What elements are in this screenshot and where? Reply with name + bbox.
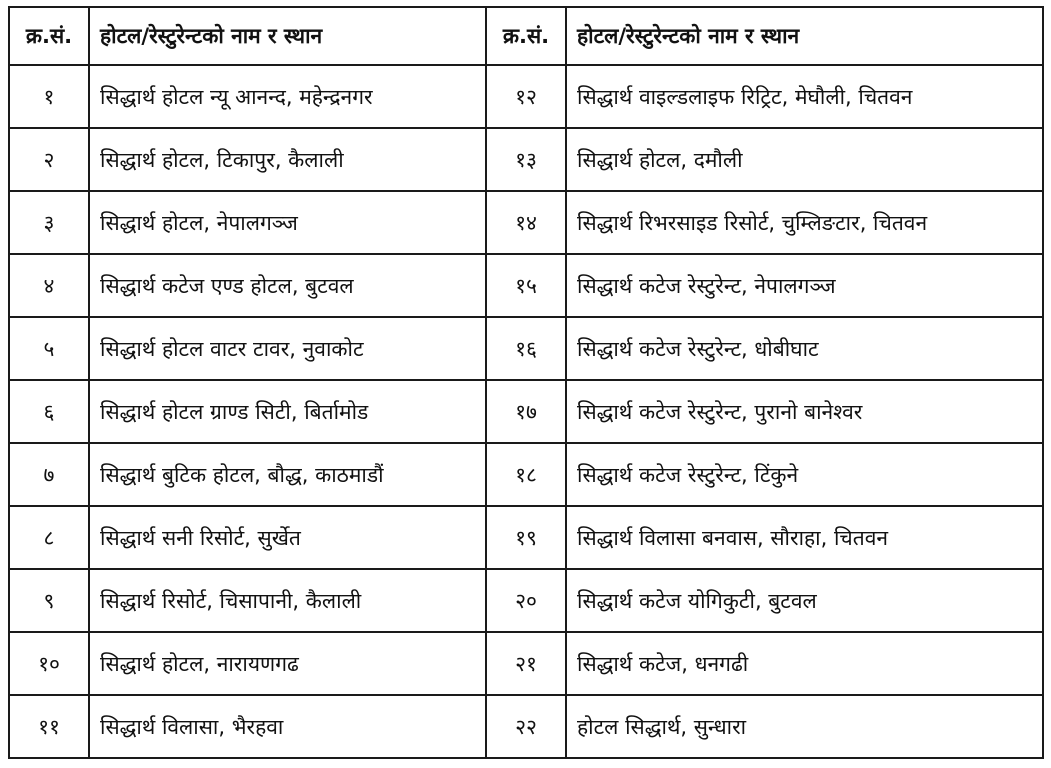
hotel-list-table [8, 6, 1044, 759]
table-row [9, 443, 1043, 506]
serial-number-cell: १० [9, 632, 89, 695]
serial-number-header: क्र.सं. [486, 7, 566, 65]
serial-number-cell: ४ [9, 254, 89, 317]
hotel-name-cell: सिद्धार्थ सनी रिसोर्ट, सुर्खेत [89, 506, 486, 569]
serial-number-cell: १५ [486, 254, 566, 317]
serial-number-cell: १४ [486, 191, 566, 254]
serial-number-cell: ११ [9, 695, 89, 758]
serial-number-cell: २ [9, 128, 89, 191]
hotel-name-cell: सिद्धार्थ होटल ग्राण्ड सिटी, बिर्तामोड [89, 380, 486, 443]
hotel-name-cell: सिद्धार्थ बुटिक होटल, बौद्ध, काठमाडौं [89, 443, 486, 506]
hotel-name-cell: सिद्धार्थ कटेज रेस्टुरेन्ट, टिंकुने [566, 443, 1043, 506]
serial-number-cell: ३ [9, 191, 89, 254]
hotel-name-cell: सिद्धार्थ कटेज एण्ड होटल, बुटवल [89, 254, 486, 317]
table-header-row [9, 7, 1043, 65]
table-body [9, 65, 1043, 758]
hotel-name-cell: सिद्धार्थ विलासा, भैरहवा [89, 695, 486, 758]
table-row [9, 191, 1043, 254]
hotel-name-cell: सिद्धार्थ होटल, दमौली [566, 128, 1043, 191]
hotel-name-cell: सिद्धार्थ होटल न्यू आनन्द, महेन्द्रनगर [89, 65, 486, 128]
hotel-name-cell: सिद्धार्थ रिसोर्ट, चिसापानी, कैलाली [89, 569, 486, 632]
serial-number-cell: ९ [9, 569, 89, 632]
hotel-name-cell: सिद्धार्थ कटेज रेस्टुरेन्ट, पुरानो बानेश्वर [566, 380, 1043, 443]
table-row [9, 380, 1043, 443]
serial-number-cell: २२ [486, 695, 566, 758]
hotel-name-cell: सिद्धार्थ होटल, नारायणगढ [89, 632, 486, 695]
serial-number-cell: १८ [486, 443, 566, 506]
hotel-list-document [8, 6, 1042, 758]
serial-number-cell: ७ [9, 443, 89, 506]
serial-number-header: क्र.सं. [9, 7, 89, 65]
serial-number-cell: ५ [9, 317, 89, 380]
hotel-name-cell: सिद्धार्थ कटेज योगिकुटी, बुटवल [566, 569, 1043, 632]
hotel-name-location-header: होटल/रेस्टुरेन्टको नाम र स्थान [89, 7, 486, 65]
hotel-name-cell: सिद्धार्थ कटेज रेस्टुरेन्ट, धोबीघाट [566, 317, 1043, 380]
serial-number-cell: १२ [486, 65, 566, 128]
hotel-name-cell: सिद्धार्थ होटल, नेपालगञ्ज [89, 191, 486, 254]
table-row [9, 128, 1043, 191]
table-row [9, 569, 1043, 632]
serial-number-cell: २१ [486, 632, 566, 695]
hotel-name-location-header: होटल/रेस्टुरेन्टको नाम र स्थान [566, 7, 1043, 65]
table-row [9, 632, 1043, 695]
serial-number-cell: १९ [486, 506, 566, 569]
serial-number-cell: १७ [486, 380, 566, 443]
hotel-name-cell: सिद्धार्थ कटेज रेस्टुरेन्ट, नेपालगञ्ज [566, 254, 1043, 317]
table-row [9, 695, 1043, 758]
table-row [9, 506, 1043, 569]
serial-number-cell: १६ [486, 317, 566, 380]
table-row [9, 65, 1043, 128]
serial-number-cell: २० [486, 569, 566, 632]
serial-number-cell: ६ [9, 380, 89, 443]
hotel-name-cell: होटल सिद्धार्थ, सुन्धारा [566, 695, 1043, 758]
hotel-name-cell: सिद्धार्थ होटल वाटर टावर, नुवाकोट [89, 317, 486, 380]
serial-number-cell: ८ [9, 506, 89, 569]
table-row [9, 254, 1043, 317]
serial-number-cell: १ [9, 65, 89, 128]
hotel-name-cell: सिद्धार्थ विलासा बनवास, सौराहा, चितवन [566, 506, 1043, 569]
hotel-name-cell: सिद्धार्थ कटेज, धनगढी [566, 632, 1043, 695]
serial-number-cell: १३ [486, 128, 566, 191]
table-row [9, 317, 1043, 380]
hotel-name-cell: सिद्धार्थ वाइल्डलाइफ रिट्रिट, मेघौली, चितवन [566, 65, 1043, 128]
hotel-name-cell: सिद्धार्थ होटल, टिकापुर, कैलाली [89, 128, 486, 191]
hotel-name-cell: सिद्धार्थ रिभरसाइड रिसोर्ट, चुम्लिङटार, चितवन [566, 191, 1043, 254]
